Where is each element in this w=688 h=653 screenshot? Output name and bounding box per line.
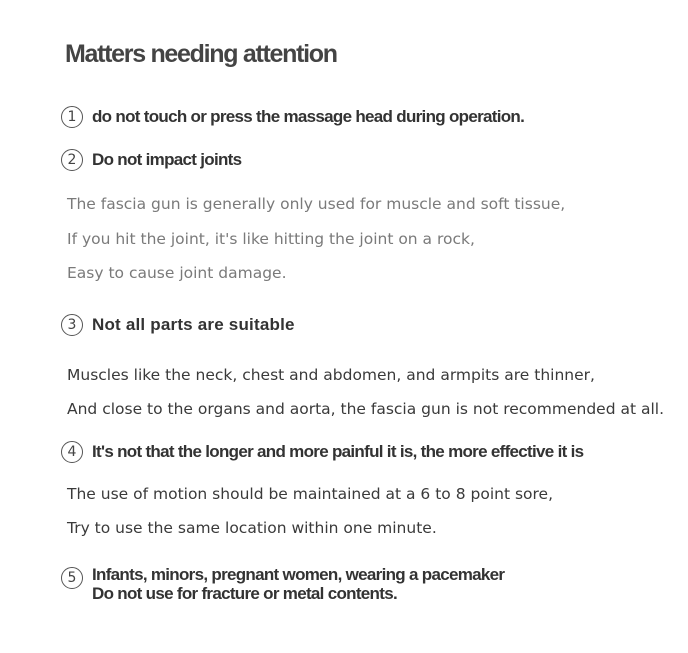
item-1-heading-text: do not touch or press the massage head during operation. — [92, 107, 525, 126]
item-4-line-1: The use of motion should be maintained at a 6 to 8 point sore, — [67, 485, 554, 503]
item-2-line-3: Easy to cause joint damage. — [67, 264, 287, 282]
number-2-badge: 2 — [61, 149, 83, 171]
item-5-heading — [61, 565, 504, 603]
item-3-line-1: Muscles like the neck, chest and abdomen, and armpits are thinner, — [67, 366, 595, 384]
item-2-line-2: If you hit the joint, it's like hitting the joint on a rock, — [67, 230, 475, 248]
item-1-heading — [61, 106, 524, 128]
number-1-badge: 1 — [61, 106, 83, 128]
item-2-heading — [61, 149, 241, 171]
item-3-heading-text: Not all parts are suitable — [92, 315, 295, 334]
item-3-heading — [61, 314, 295, 336]
number-5-badge: 5 — [61, 567, 83, 589]
number-4-badge: 4 — [61, 441, 83, 463]
item-4-heading-text: It's not that the longer and more painful it is, the more effective it is — [92, 442, 584, 461]
item-4-line-2: Try to use the same location within one minute. — [67, 519, 437, 537]
item-2-line-1: The fascia gun is generally only used for muscle and soft tissue, — [67, 195, 566, 213]
item-5-heading-line-1: Infants, minors, pregnant women, wearing a pacemaker — [92, 565, 505, 584]
item-3-line-2: And close to the organs and aorta, the fascia gun is not recommended at all. — [67, 400, 665, 418]
item-4-heading — [61, 441, 583, 463]
item-5-heading-line-2: Do not use for fracture or metal contents. — [92, 584, 397, 603]
item-5-heading-text — [92, 565, 504, 603]
number-3-badge: 3 — [61, 314, 83, 336]
page-title: Matters needing attention — [65, 40, 337, 68]
item-2-heading-text: Do not impact joints — [92, 150, 242, 169]
